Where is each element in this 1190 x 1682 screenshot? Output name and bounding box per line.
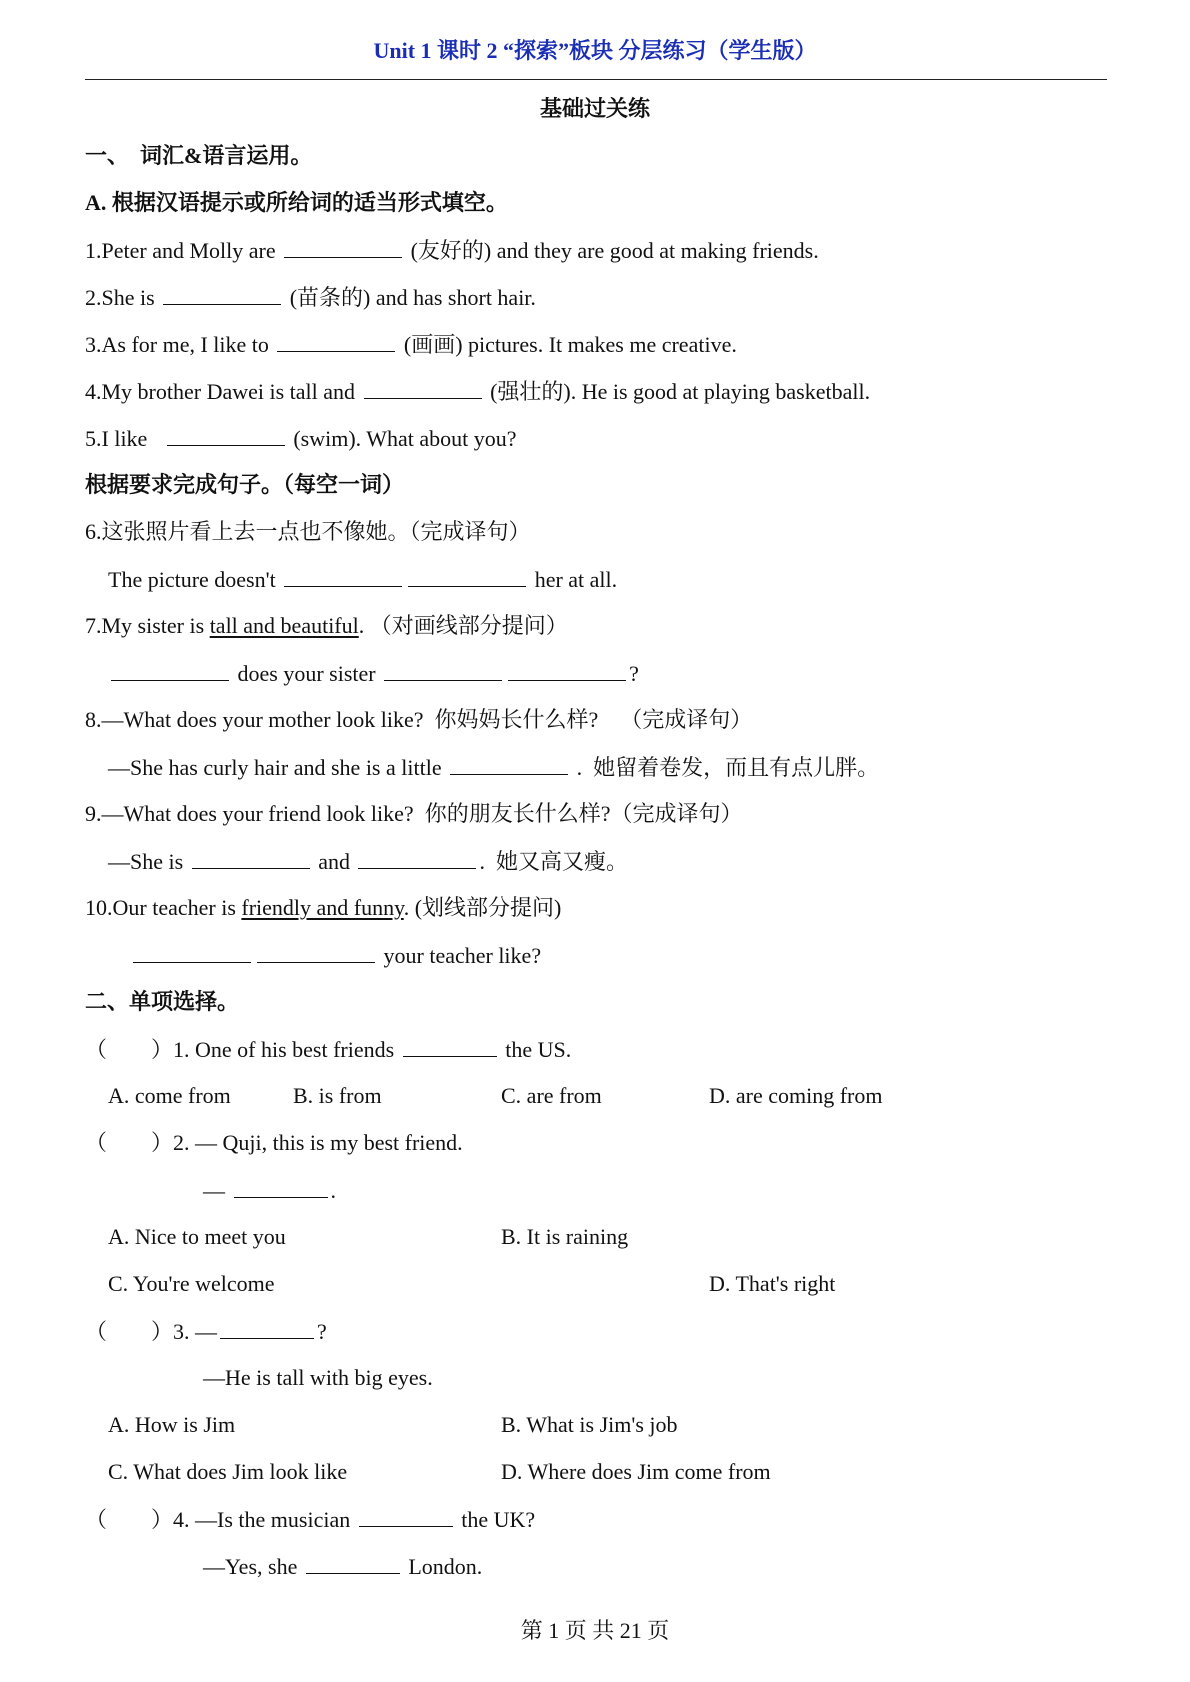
mc-2-reply: — . xyxy=(203,1178,336,1203)
answer-blank[interactable] xyxy=(257,944,375,963)
question-5: 5.I like (swim). What about you? xyxy=(85,426,517,451)
question-8-answer-line: —She has curly hair and she is a little . 她留着卷发，而且有点儿胖。 xyxy=(108,755,880,780)
mc-question-1: （ ）1. One of his best friends the US. xyxy=(85,1037,572,1062)
answer-blank xyxy=(220,1320,314,1339)
question-8-prompt: 8.—What does your mother look like? 你妈妈长什么样? （完成译句） xyxy=(85,707,753,732)
document-header-title: Unit 1 课时 2 “探索”板块 分层练习（学生版） xyxy=(373,38,817,63)
answer-blank[interactable] xyxy=(450,756,568,775)
question-3: 3.As for me, I like to (画画) pictures. It makes me creative. xyxy=(85,332,737,357)
question-10-prompt: 10.Our teacher is friendly and funny. (划线部分提问) xyxy=(85,895,562,920)
page-number-footer: 第 1 页 共 21 页 xyxy=(520,1618,670,1643)
mc-4-reply: —Yes, she London. xyxy=(203,1554,483,1579)
mc-1-option-d[interactable]: D. are coming from xyxy=(709,1083,883,1108)
question-9-prompt: 9.—What does your friend look like? 你的朋友长什么样?（完成译句） xyxy=(85,801,743,826)
mc-2-option-c[interactable]: C. You're welcome xyxy=(108,1271,275,1296)
question-2: 2.She is (苗条的) and has short hair. xyxy=(85,285,536,310)
mc-2-option-a[interactable]: A. Nice to meet you xyxy=(108,1224,286,1249)
mc-3-reply: —He is tall with big eyes. xyxy=(203,1365,433,1390)
answer-blank[interactable] xyxy=(133,944,251,963)
mc-3-option-d[interactable]: D. Where does Jim come from xyxy=(501,1459,771,1484)
mc-2-option-d[interactable]: D. That's right xyxy=(709,1271,836,1296)
question-10-answer-line: your teacher like? xyxy=(130,944,541,967)
part1-sub-a: A. 根据汉语提示或所给词的适当形式填空。 xyxy=(85,190,508,215)
answer-blank[interactable] xyxy=(284,568,402,587)
part1-sub-b: 根据要求完成句子。（每空一词） xyxy=(85,472,405,497)
answer-blank[interactable] xyxy=(163,286,281,305)
answer-blank[interactable] xyxy=(358,850,476,869)
mc-question-4: （ ）4. —Is the musician the UK? xyxy=(85,1507,536,1532)
question-7-answer-line: does your sister ? xyxy=(108,662,639,685)
answer-blank xyxy=(234,1179,328,1198)
section-title: 基础过关练 xyxy=(539,96,650,121)
answer-paren[interactable]: （ ） xyxy=(85,1130,174,1155)
answer-blank[interactable] xyxy=(192,850,310,869)
part1-heading: 一、 词汇&语言运用。 xyxy=(85,143,313,168)
answer-blank xyxy=(306,1555,400,1574)
answer-paren[interactable]: （ ） xyxy=(85,1319,174,1344)
mc-3-option-b[interactable]: B. What is Jim's job xyxy=(501,1412,678,1437)
answer-blank[interactable] xyxy=(277,333,395,352)
mc-question-3: （ ）3. — ? xyxy=(85,1319,327,1344)
answer-blank[interactable] xyxy=(167,427,285,446)
answer-blank[interactable] xyxy=(408,568,526,587)
answer-paren[interactable]: （ ） xyxy=(85,1037,174,1062)
question-1: 1.Peter and Molly are (友好的) and they are good at making friends. xyxy=(85,238,819,263)
question-6-prompt: 6.这张照片看上去一点也不像她。（完成译句） xyxy=(85,519,531,544)
part2-heading: 二、单项选择。 xyxy=(85,989,240,1014)
answer-blank xyxy=(403,1038,497,1057)
question-9-answer-line: —She is and . 她又高又瘦。 xyxy=(108,849,628,874)
question-7-prompt: 7.My sister is tall and beautiful. （对画线部分提问） xyxy=(85,613,568,638)
mc-2-option-b[interactable]: B. It is raining xyxy=(501,1224,629,1249)
mc-question-2: （ ）2. — Quji, this is my best friend. xyxy=(85,1130,463,1155)
answer-blank[interactable] xyxy=(111,662,229,681)
answer-blank[interactable] xyxy=(364,380,482,399)
answer-blank[interactable] xyxy=(284,239,402,258)
mc-1-option-c[interactable]: C. are from xyxy=(501,1083,602,1108)
answer-blank xyxy=(359,1508,453,1527)
mc-3-option-a[interactable]: A. How is Jim xyxy=(108,1412,236,1437)
answer-paren[interactable]: （ ） xyxy=(85,1507,174,1532)
answer-blank[interactable] xyxy=(508,662,626,681)
header-divider xyxy=(85,79,1107,80)
answer-blank[interactable] xyxy=(384,662,502,681)
mc-3-option-c[interactable]: C. What does Jim look like xyxy=(108,1459,348,1484)
mc-1-option-b[interactable]: B. is from xyxy=(293,1083,382,1108)
question-4: 4.My brother Dawei is tall and (强壮的). He is good at playing basketball. xyxy=(85,379,871,404)
question-6-answer-line: The picture doesn't her at all. xyxy=(108,567,618,592)
mc-1-option-a[interactable]: A. come from xyxy=(108,1083,231,1108)
